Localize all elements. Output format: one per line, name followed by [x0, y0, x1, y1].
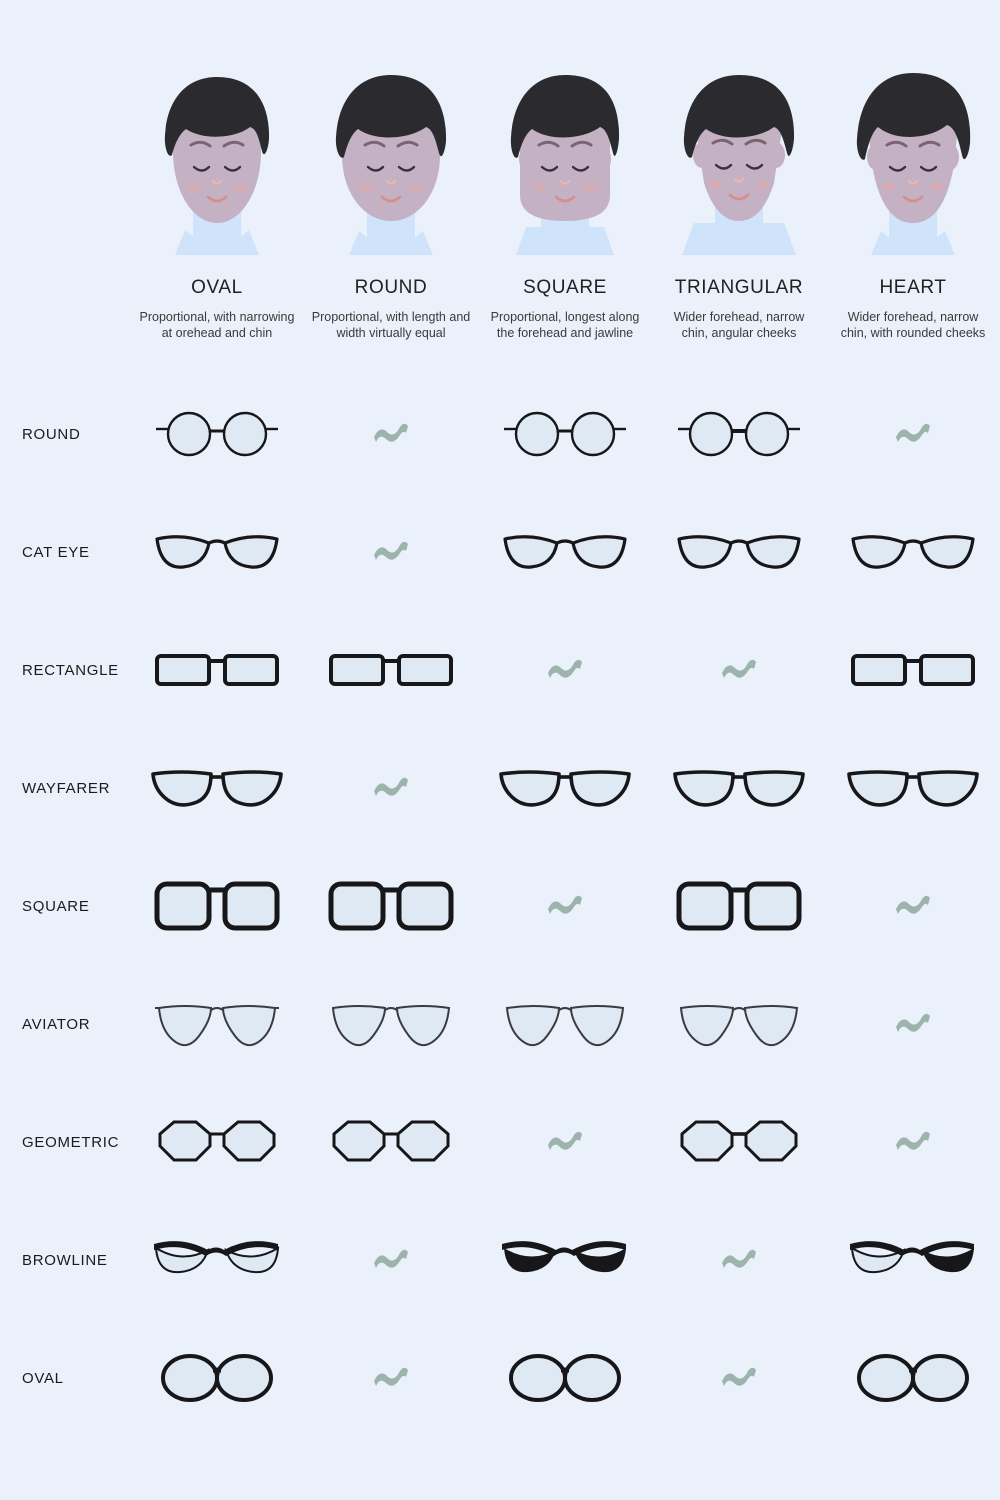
- glasses-browline-icon: [150, 1236, 284, 1284]
- cell-cat-eye-oval: [130, 493, 304, 611]
- grid-row-round: [0, 375, 1000, 493]
- face-name-square: SQUARE: [523, 277, 607, 298]
- face-desc-triangular: Wider forehead, narrow chin, angular cheeks: [673, 310, 805, 340]
- row-label-rectangle: RECTANGLE: [22, 661, 119, 679]
- glasses-cat-eye-icon: [673, 525, 805, 579]
- glasses-aviator-icon: [153, 996, 281, 1052]
- glasses-oval-icon: [853, 1350, 973, 1406]
- face-illustration-oval: [130, 55, 304, 255]
- cell-oval-triangular: [652, 1319, 826, 1437]
- row-label-cat-eye: CAT EYE: [22, 543, 90, 561]
- cell-round-triangular: [652, 375, 826, 493]
- face-desc-heart: Wider forehead, narrow chin, with rounded cheeks: [840, 310, 986, 340]
- cell-rectangle-triangular: [652, 611, 826, 729]
- cell-rectangle-square: [478, 611, 652, 729]
- cell-geometric-round: [304, 1083, 478, 1201]
- face-column-round: [304, 55, 478, 341]
- cell-oval-round: [304, 1319, 478, 1437]
- row-label-square: SQUARE: [22, 897, 90, 915]
- wave-icon: [719, 1365, 759, 1391]
- cell-aviator-square: [478, 965, 652, 1083]
- cell-round-heart: [826, 375, 1000, 493]
- cell-aviator-round: [304, 965, 478, 1083]
- grid-row-browline: [0, 1201, 1000, 1319]
- row-label-oval: OVAL: [22, 1369, 64, 1387]
- grid-row-geometric: [0, 1083, 1000, 1201]
- grid-row-wayfarer: [0, 729, 1000, 847]
- glasses-round-icon: [674, 409, 804, 459]
- glasses-cat-eye-icon: [499, 525, 631, 579]
- glasses-cat-eye-icon: [151, 525, 283, 579]
- grid-row-aviator: [0, 965, 1000, 1083]
- face-name-triangular: TRIANGULAR: [674, 277, 804, 298]
- face-column-square: [478, 55, 652, 341]
- cell-wayfarer-square: [478, 729, 652, 847]
- face-column-oval: [130, 55, 304, 341]
- wave-icon: [893, 1011, 933, 1037]
- cell-geometric-square: [478, 1083, 652, 1201]
- face-column-triangular: [652, 55, 826, 341]
- row-label-wayfarer: WAYFARER: [22, 779, 111, 797]
- glasses-aviator-icon: [327, 996, 455, 1052]
- glasses-aviator-icon: [675, 996, 803, 1052]
- grid-row-oval: [0, 1319, 1000, 1437]
- face-illustration-heart: [826, 55, 1000, 255]
- cell-oval-oval: [130, 1319, 304, 1437]
- row-label-round: ROUND: [22, 425, 81, 443]
- cell-browline-heart: [826, 1201, 1000, 1319]
- face-illustration-triangular: [652, 55, 826, 255]
- grid-row-rectangle: [0, 611, 1000, 729]
- cell-cat-eye-round: [304, 493, 478, 611]
- face-illustration-square: [478, 55, 652, 255]
- glasses-wayfarer-icon: [845, 764, 981, 812]
- glasses-geometric-icon: [152, 1116, 282, 1168]
- wave-icon: [371, 1365, 411, 1391]
- cell-cat-eye-heart: [826, 493, 1000, 611]
- wave-icon: [893, 421, 933, 447]
- wave-icon: [545, 893, 585, 919]
- glasses-geometric-icon: [326, 1116, 456, 1168]
- glasses-rectangle-icon: [847, 646, 979, 694]
- cell-round-oval: [130, 375, 304, 493]
- grid-row-square: [0, 847, 1000, 965]
- cell-rectangle-heart: [826, 611, 1000, 729]
- wave-icon: [893, 1129, 933, 1155]
- cell-browline-triangular: [652, 1201, 826, 1319]
- cell-rectangle-round: [304, 611, 478, 729]
- cell-aviator-heart: [826, 965, 1000, 1083]
- cell-browline-oval: [130, 1201, 304, 1319]
- glasses-geometric-icon: [674, 1116, 804, 1168]
- wave-icon: [545, 1129, 585, 1155]
- glasses-square-icon: [151, 876, 283, 936]
- cell-square-heart: [826, 847, 1000, 965]
- face-desc-round: Proportional, with length and width virtually equal: [311, 310, 471, 340]
- cell-cat-eye-triangular: [652, 493, 826, 611]
- face-name-oval: OVAL: [191, 277, 243, 298]
- face-desc-oval: Proportional, with narrowing at orehead and chin: [139, 310, 295, 340]
- cell-geometric-triangular: [652, 1083, 826, 1201]
- face-desc-square: Proportional, longest along the forehead and jawline: [490, 310, 640, 340]
- grid-row-cat-eye: [0, 493, 1000, 611]
- face-name-round: ROUND: [354, 277, 428, 298]
- face-column-heart: [826, 55, 1000, 341]
- glasses-browline-icon: [498, 1236, 632, 1284]
- cell-cat-eye-square: [478, 493, 652, 611]
- cell-square-square: [478, 847, 652, 965]
- cell-browline-square: [478, 1201, 652, 1319]
- glasses-square-icon: [673, 876, 805, 936]
- face-shapes-header: [130, 55, 1000, 341]
- wave-icon: [371, 775, 411, 801]
- glasses-oval-icon: [505, 1350, 625, 1406]
- cell-square-oval: [130, 847, 304, 965]
- glasses-wayfarer-icon: [671, 764, 807, 812]
- row-label-aviator: AVIATOR: [22, 1015, 91, 1033]
- glasses-round-icon: [152, 409, 282, 459]
- row-label-geometric: GEOMETRIC: [22, 1133, 120, 1151]
- wave-icon: [545, 657, 585, 683]
- cell-wayfarer-triangular: [652, 729, 826, 847]
- cell-square-triangular: [652, 847, 826, 965]
- cell-round-round: [304, 375, 478, 493]
- glasses-cat-eye-icon: [847, 525, 979, 579]
- glasses-round-icon: [500, 409, 630, 459]
- cell-oval-square: [478, 1319, 652, 1437]
- compatibility-grid: [0, 375, 1000, 1437]
- face-illustration-round: [304, 55, 478, 255]
- cell-aviator-triangular: [652, 965, 826, 1083]
- glasses-square-icon: [325, 876, 457, 936]
- glasses-rectangle-icon: [325, 646, 457, 694]
- cell-wayfarer-oval: [130, 729, 304, 847]
- wave-icon: [719, 1247, 759, 1273]
- cell-round-square: [478, 375, 652, 493]
- face-name-heart: HEART: [879, 277, 947, 298]
- row-label-browline: BROWLINE: [22, 1251, 108, 1269]
- glasses-wayfarer-icon: [497, 764, 633, 812]
- glasses-wayfarer-icon: [149, 764, 285, 812]
- cell-rectangle-oval: [130, 611, 304, 729]
- glasses-oval-icon: [157, 1350, 277, 1406]
- wave-icon: [719, 657, 759, 683]
- wave-icon: [371, 539, 411, 565]
- cell-geometric-heart: [826, 1083, 1000, 1201]
- glasses-aviator-icon: [501, 996, 629, 1052]
- cell-oval-heart: [826, 1319, 1000, 1437]
- cell-wayfarer-heart: [826, 729, 1000, 847]
- cell-wayfarer-round: [304, 729, 478, 847]
- cell-aviator-oval: [130, 965, 304, 1083]
- cell-browline-round: [304, 1201, 478, 1319]
- wave-icon: [893, 893, 933, 919]
- cell-geometric-oval: [130, 1083, 304, 1201]
- wave-icon: [371, 421, 411, 447]
- glasses-rectangle-icon: [151, 646, 283, 694]
- glasses-browline-icon: [846, 1236, 980, 1284]
- cell-square-round: [304, 847, 478, 965]
- wave-icon: [371, 1247, 411, 1273]
